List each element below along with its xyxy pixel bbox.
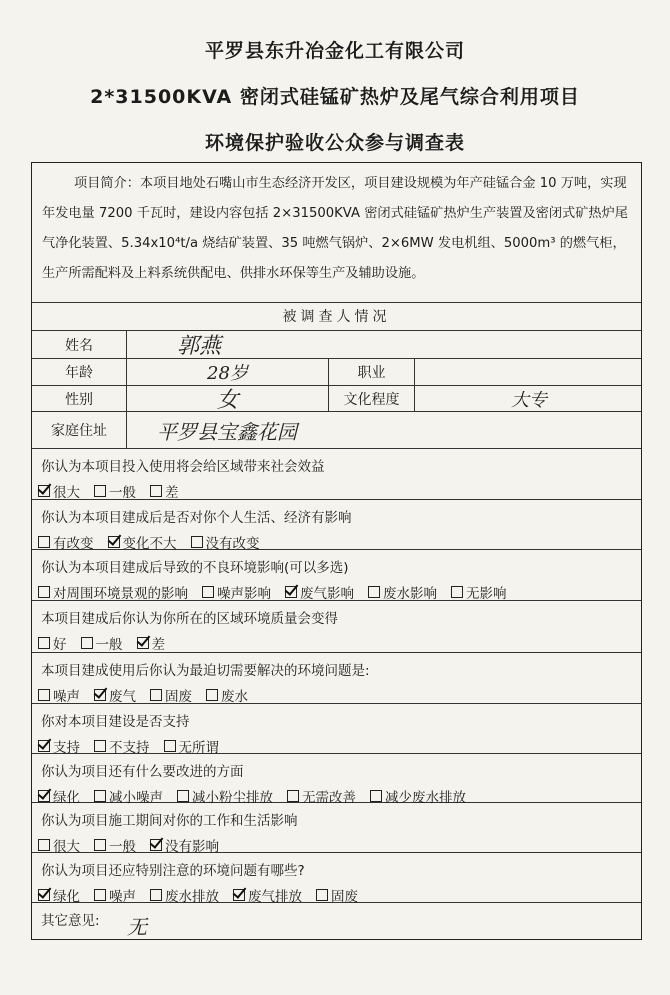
option-label: 固废: [165, 689, 192, 705]
checkbox[interactable]: [38, 536, 50, 548]
option-label: 绿化: [53, 790, 80, 806]
checkbox[interactable]: [94, 485, 106, 497]
option-label: 废水排放: [165, 889, 219, 905]
checkbox[interactable]: [370, 790, 382, 802]
question-row: [32, 754, 641, 806]
checked-checkbox[interactable]: [233, 889, 245, 901]
option-label: 减小噪声: [109, 790, 163, 806]
option-item[interactable]: [94, 685, 136, 705]
question-text: 本项目建成后你认为你所在的区域环境质量会变得: [41, 611, 338, 627]
option-group: [38, 835, 233, 855]
option-item[interactable]: [285, 582, 354, 602]
checkbox[interactable]: [191, 536, 203, 548]
checkbox[interactable]: [451, 586, 463, 598]
option-label: 无需改善: [302, 790, 356, 806]
checkbox[interactable]: [368, 586, 380, 598]
option-item[interactable]: [38, 736, 80, 756]
question-text: 你认为本项目投入使用将会给区域带来社会效益: [41, 459, 325, 475]
checkbox[interactable]: [38, 839, 50, 851]
question-text: 你认为项目施工期间对你的工作和生活影响: [41, 813, 298, 829]
option-label: 没有影响: [165, 839, 219, 855]
option-item[interactable]: [38, 633, 67, 653]
option-label: 废气影响: [300, 586, 354, 602]
option-item[interactable]: [38, 481, 80, 501]
option-item[interactable]: [164, 736, 220, 756]
question-row: [32, 803, 641, 853]
other-opinions-row: [32, 903, 641, 941]
checkbox[interactable]: [38, 586, 50, 598]
checkbox[interactable]: [38, 689, 50, 701]
checked-checkbox[interactable]: [108, 536, 120, 548]
question-row: [32, 653, 641, 704]
project-title: 2*31500KVA 密闭式硅锰矿热炉及尾气综合利用项目: [90, 86, 580, 108]
company-title: 平罗县东升冶金化工有限公司: [204, 40, 465, 62]
checked-checkbox[interactable]: [38, 889, 50, 901]
option-item[interactable]: [94, 481, 136, 501]
option-label: 废气排放: [248, 889, 302, 905]
checkbox[interactable]: [150, 485, 162, 497]
option-label: 有改变: [53, 536, 94, 552]
gender-field[interactable]: 女: [127, 386, 329, 411]
option-item[interactable]: [94, 835, 136, 855]
checkbox[interactable]: [94, 889, 106, 901]
option-item[interactable]: [81, 633, 123, 653]
option-item[interactable]: [94, 885, 136, 905]
question-row: [32, 449, 641, 500]
option-label: 不支持: [109, 740, 150, 756]
checkbox[interactable]: [177, 790, 189, 802]
option-item[interactable]: [137, 633, 166, 653]
option-item[interactable]: [150, 885, 219, 905]
option-label: 无所谓: [178, 740, 219, 756]
option-item[interactable]: [38, 582, 188, 602]
checkbox[interactable]: [164, 740, 176, 752]
option-item[interactable]: [94, 736, 150, 756]
gender-row: [32, 386, 641, 412]
question-row: [32, 500, 641, 550]
respondent-section-title: 被调查人情况: [32, 303, 641, 331]
option-group: [38, 736, 233, 756]
option-label: 变化不大: [122, 536, 177, 552]
question-text: 你认为项目还有什么要改进的方面: [41, 764, 244, 780]
option-item[interactable]: [191, 532, 260, 552]
option-label: 噪声: [109, 889, 136, 905]
education-field[interactable]: 大专: [511, 389, 547, 411]
form-title: 环境保护验收公众参与调查表: [204, 132, 465, 154]
option-item[interactable]: [38, 685, 80, 705]
option-label: 固废: [331, 889, 358, 905]
job-label: 职业: [329, 359, 415, 385]
option-label: 一般: [109, 839, 136, 855]
age-field[interactable]: 28岁: [127, 359, 329, 385]
option-item[interactable]: [206, 685, 248, 705]
option-group: [38, 885, 372, 905]
question-text: 本项目建成使用后你认为最迫切需要解决的环境问题是:: [41, 663, 370, 679]
option-label: 好: [53, 637, 67, 653]
name-label: 姓名: [32, 331, 127, 358]
checkbox[interactable]: [38, 637, 50, 649]
project-intro: 项目简介：本项目地处石嘴山市生态经济开发区，项目建设规模为年产硅锰合金 10 万吨，实现年发电量 7200 千瓦时，建设内容包括 2×31500KVA 密闭式硅锰矿热炉生产装置及密闭式矿热炉尾气净化装置、5.34x10⁴t/a 烧结矿装置、35 吨燃气锅炉、2×6MW 发电机组、5000m³ 的燃气柜，生产所需配料及上料系统供配电、供排水环保等生产及辅助设施。: [32, 163, 641, 303]
option-label: 噪声影响: [217, 586, 271, 602]
option-item[interactable]: [150, 685, 192, 705]
option-item[interactable]: [38, 835, 80, 855]
name-row: [32, 331, 641, 359]
question-row: [32, 601, 641, 653]
option-group: [38, 685, 262, 705]
option-item[interactable]: [150, 835, 219, 855]
option-item[interactable]: [368, 582, 437, 602]
checkbox[interactable]: [94, 790, 106, 802]
education-label: 文化程度: [329, 386, 415, 411]
address-label: 家庭住址: [32, 412, 127, 448]
option-label: 废气: [109, 689, 136, 705]
option-label: 对周围环境景观的影响: [53, 586, 188, 602]
option-label: 支持: [53, 740, 80, 756]
option-item[interactable]: [316, 885, 358, 905]
question-text: 你对本项目建设是否支持: [41, 714, 190, 730]
checked-checkbox[interactable]: [38, 740, 50, 752]
option-group: [38, 582, 521, 602]
checkbox[interactable]: [150, 889, 162, 901]
option-label: 减小粉尘排放: [192, 790, 273, 806]
checkbox[interactable]: [206, 689, 218, 701]
age-row: [32, 359, 641, 386]
question-text: 你认为本项目建成后导致的不良环境影响(可以多选): [41, 560, 349, 576]
address-field[interactable]: 平罗县宝鑫花园: [157, 419, 297, 444]
checkbox[interactable]: [94, 740, 106, 752]
option-label: 无影响: [466, 586, 507, 602]
checked-checkbox[interactable]: [137, 637, 149, 649]
question-text: 你认为本项目建成后是否对你个人生活、经济有影响: [41, 510, 352, 526]
checkbox[interactable]: [81, 637, 93, 649]
option-group: [38, 481, 193, 501]
option-item[interactable]: [108, 532, 177, 552]
option-label: 绿化: [53, 889, 80, 905]
other-opinions-label: 其它意见:: [41, 913, 100, 929]
option-label: 废水影响: [383, 586, 437, 602]
checked-checkbox[interactable]: [285, 586, 297, 598]
survey-form: [31, 162, 642, 940]
option-label: 一般: [95, 637, 123, 653]
question-row: [32, 704, 641, 754]
option-item[interactable]: [233, 885, 302, 905]
option-group: [38, 633, 179, 653]
option-item[interactable]: [38, 532, 94, 552]
address-row: [32, 412, 641, 449]
checked-checkbox[interactable]: [38, 485, 50, 497]
option-item[interactable]: [451, 582, 507, 602]
option-label: 一般: [109, 485, 136, 501]
question-row: [32, 550, 641, 601]
checkbox[interactable]: [94, 839, 106, 851]
option-item[interactable]: [150, 481, 179, 501]
option-label: 很大: [53, 485, 80, 501]
option-group: [38, 532, 274, 552]
option-item[interactable]: [38, 885, 80, 905]
checked-checkbox[interactable]: [94, 689, 106, 701]
name-field[interactable]: 郭燕: [177, 334, 222, 359]
question-row: [32, 853, 641, 903]
age-label: 年龄: [32, 359, 127, 385]
checkbox[interactable]: [202, 586, 214, 598]
gender-label: 性别: [32, 386, 127, 411]
other-opinions-field[interactable]: 无: [127, 915, 147, 939]
checkbox[interactable]: [150, 689, 162, 701]
option-label: 差: [165, 485, 179, 501]
checkbox[interactable]: [316, 889, 328, 901]
checked-checkbox[interactable]: [38, 790, 50, 802]
option-label: 很大: [53, 839, 80, 855]
option-label: 废水: [221, 689, 248, 705]
option-item[interactable]: [202, 582, 271, 602]
job-field[interactable]: [415, 359, 643, 385]
option-label: 差: [151, 637, 165, 653]
option-label: 减少废水排放: [385, 790, 466, 806]
checked-checkbox[interactable]: [150, 839, 162, 851]
question-text: 你认为项目还应特别注意的环境问题有哪些?: [41, 863, 305, 879]
option-label: 噪声: [53, 689, 80, 705]
option-label: 没有改变: [205, 536, 260, 552]
checkbox[interactable]: [287, 790, 299, 802]
